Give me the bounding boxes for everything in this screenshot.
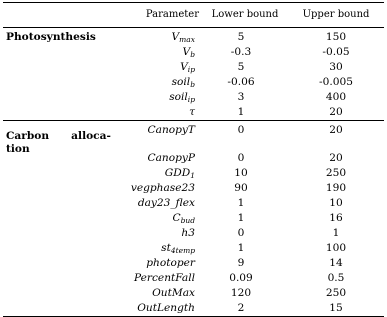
parameter-name	[152, 286, 195, 301]
parameter-subscript: max	[179, 35, 195, 44]
parameter-name	[138, 196, 195, 211]
lower-bound-value: 3	[237, 91, 245, 103]
table-row	[3, 151, 384, 166]
parameter-name	[161, 241, 195, 256]
table-row	[3, 196, 384, 211]
group-photosynthesis	[3, 30, 384, 120]
parameter-symbol: V	[180, 61, 188, 73]
upper-bound-value: 1	[332, 227, 340, 239]
parameter-name	[131, 181, 195, 196]
lower-bound-value: 0	[237, 152, 245, 164]
header-lower-bound: Lower bound	[211, 9, 279, 20]
upper-bound-value: -0.005	[319, 76, 353, 88]
parameter-subscript: 1	[190, 171, 195, 180]
lower-bound-value: 120	[230, 287, 252, 299]
upper-bound-value: 250	[325, 167, 347, 179]
parameter-symbol: V	[171, 31, 180, 43]
parameter-symbol: OutMax	[152, 287, 195, 299]
lower-bound-value: 0.09	[229, 272, 253, 284]
upper-bound-value: 14	[329, 257, 343, 269]
parameter-symbol: OutLength	[137, 302, 195, 314]
lower-bound-value: 2	[237, 302, 245, 314]
table-row	[3, 181, 384, 196]
lower-bound-value: 5	[237, 61, 245, 73]
parameter-subscript: bud	[180, 216, 195, 225]
lower-bound-value: 1	[237, 212, 245, 224]
parameter-name	[181, 226, 195, 241]
parameter-symbol: soil	[171, 76, 191, 88]
upper-bound-value: 100	[325, 242, 347, 254]
upper-bound-value: 250	[325, 287, 347, 299]
group-label-line2: tion	[6, 143, 30, 155]
parameter-symbol: τ	[189, 106, 195, 118]
table-row	[3, 166, 384, 181]
group-carbon-allocation	[3, 123, 384, 316]
parameter-name	[180, 60, 195, 75]
table-header-row	[3, 3, 384, 27]
lower-bound-value: 1	[237, 242, 245, 254]
parameter-symbol: GDD	[164, 167, 191, 179]
parameter-symbol: vegphase23	[130, 182, 195, 194]
upper-bound-value: 400	[325, 91, 347, 103]
lower-bound-value: 9	[237, 257, 245, 269]
lower-bound-value: -0.06	[227, 76, 255, 88]
lower-bound-value: 0	[237, 227, 245, 239]
parameter-symbol: day23_flex	[137, 197, 195, 209]
header-rule	[3, 27, 384, 28]
parameter-name	[165, 166, 195, 181]
parameter-symbol: photoper	[146, 257, 195, 269]
table-row	[3, 286, 384, 301]
lower-bound-value: 0	[237, 124, 245, 136]
parameter-name	[189, 105, 195, 120]
header-upper-bound: Upper bound	[302, 9, 370, 20]
parameter-name	[172, 30, 195, 45]
parameter-subscript: ip	[187, 65, 195, 74]
parameter-subscript: b	[190, 50, 195, 59]
upper-bound-value: 20	[329, 106, 343, 118]
lower-bound-value: -0.3	[230, 46, 252, 58]
upper-bound-value: 190	[325, 182, 347, 194]
table-row	[3, 90, 384, 105]
parameter-name	[183, 45, 195, 60]
header-parameter: Parameter	[145, 9, 199, 20]
table-row	[3, 226, 384, 241]
parameter-symbol: C	[172, 212, 181, 224]
parameter-symbol: CanopyT	[147, 124, 195, 136]
parameter-bounds-table	[3, 2, 384, 317]
parameter-name	[147, 151, 195, 166]
table-row	[3, 60, 384, 75]
parameter-subscript: ip	[187, 95, 195, 104]
upper-bound-value: 30	[329, 61, 343, 73]
parameter-symbol: h3	[181, 227, 195, 239]
parameter-symbol: CanopyP	[147, 152, 195, 164]
table-row	[3, 75, 384, 90]
parameter-name	[169, 90, 195, 105]
table-row	[3, 30, 384, 45]
table-row	[3, 123, 384, 155]
table-row	[3, 105, 384, 120]
lower-bound-value: 1	[237, 197, 245, 209]
upper-bound-value: 0.5	[327, 272, 345, 284]
upper-bound-value: 15	[329, 302, 343, 314]
parameter-symbol: soil	[169, 91, 188, 103]
upper-bound-value: -0.05	[322, 46, 350, 58]
table-row	[3, 211, 384, 226]
parameter-subscript: b	[190, 80, 195, 89]
parameter-name	[172, 211, 195, 226]
parameter-name	[148, 123, 195, 138]
upper-bound-value: 20	[329, 152, 343, 164]
group-label-line1: Carbon alloca-	[6, 130, 111, 142]
parameter-name	[146, 256, 195, 271]
parameter-symbol: PercentFall	[134, 272, 195, 284]
lower-bound-value: 10	[234, 167, 248, 179]
parameter-symbol: V	[182, 46, 191, 58]
table-row	[3, 45, 384, 60]
parameter-symbol: st	[161, 242, 171, 254]
table-row	[3, 241, 384, 256]
group-label: Photosynthesis	[6, 31, 96, 43]
parameter-name	[172, 75, 195, 90]
table-row	[3, 256, 384, 271]
lower-bound-value: 90	[234, 182, 248, 194]
upper-bound-value: 20	[329, 124, 343, 136]
upper-bound-value: 10	[329, 197, 343, 209]
table-row	[3, 271, 384, 286]
lower-bound-value: 1	[237, 106, 245, 118]
parameter-name	[134, 271, 195, 286]
lower-bound-value: 5	[237, 31, 245, 43]
parameter-subscript: 4temp	[170, 246, 195, 255]
section-rule	[3, 120, 384, 121]
upper-bound-value: 150	[325, 31, 347, 43]
upper-bound-value: 16	[329, 212, 343, 224]
